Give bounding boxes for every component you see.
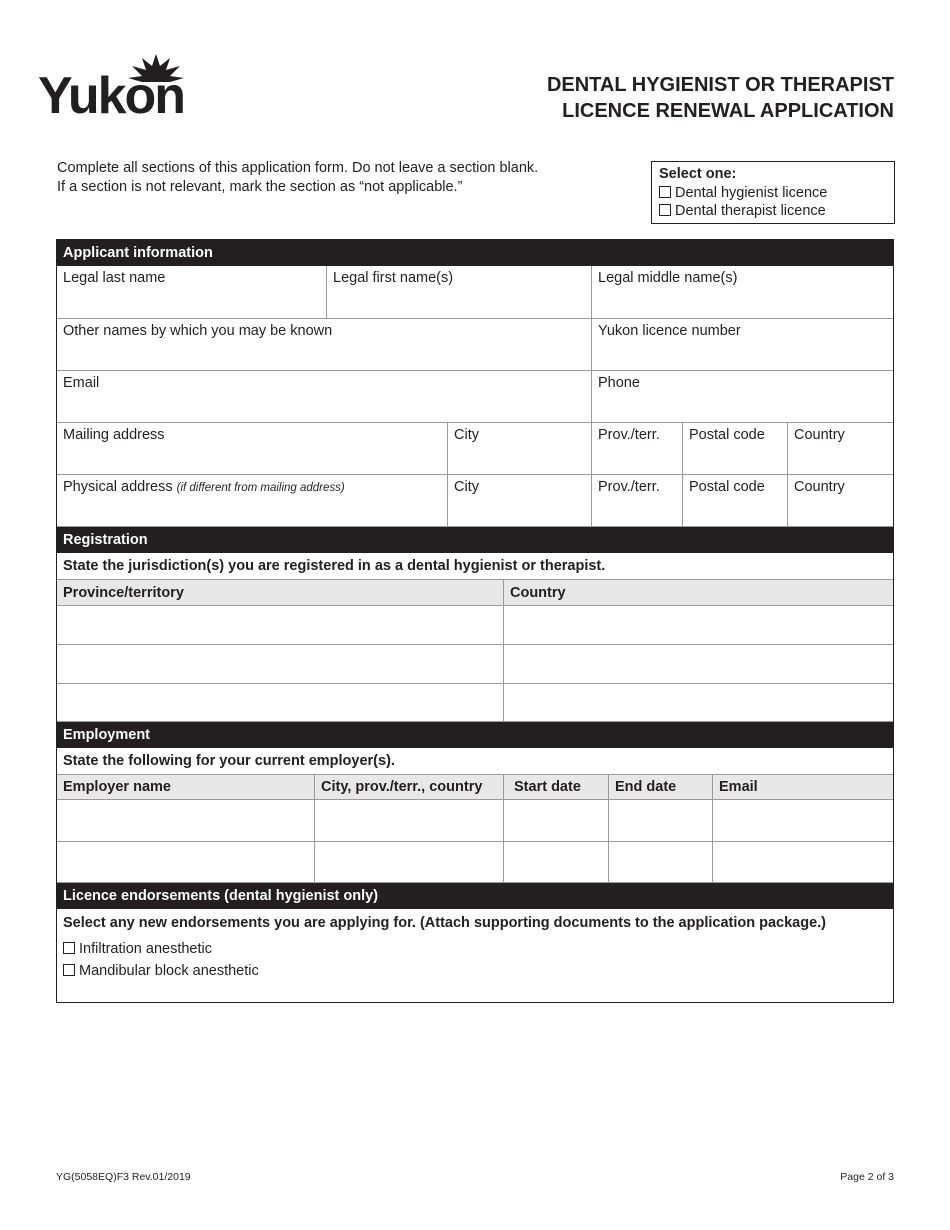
legal-first-names-field[interactable] <box>327 266 592 318</box>
registration-row <box>57 684 893 722</box>
physical-address-field[interactable] <box>57 475 448 526</box>
option-hygienist-label: Dental hygienist licence <box>675 184 828 201</box>
email-field[interactable] <box>57 371 592 422</box>
physical-city-label: City <box>454 479 479 495</box>
option-mandibular[interactable] <box>63 960 887 982</box>
other-names-label: Other names by which you may be known <box>63 323 333 339</box>
mailing-postal-field[interactable] <box>683 423 788 474</box>
therapist-checkbox[interactable] <box>659 204 671 216</box>
employment-header-row <box>57 775 893 800</box>
mailing-city-label: City <box>454 427 479 443</box>
mailing-city-field[interactable] <box>448 423 592 474</box>
option-hygienist[interactable] <box>659 184 887 203</box>
option-infiltration[interactable] <box>63 938 887 960</box>
physical-postal-label: Postal code <box>689 479 765 495</box>
start-date-cell[interactable] <box>504 800 609 841</box>
mailing-postal-label: Postal code <box>689 427 765 443</box>
legal-last-name-field[interactable] <box>57 266 327 318</box>
other-names-field[interactable] <box>57 319 592 370</box>
registration-row <box>57 645 893 684</box>
country-column-header: Country <box>510 585 566 601</box>
legal-first-names-label: Legal first name(s) <box>333 270 454 286</box>
employer-name-cell[interactable] <box>57 842 315 882</box>
registration-country-cell[interactable] <box>504 684 893 721</box>
mailing-prov-field[interactable] <box>592 423 683 474</box>
physical-address-note: (if different from mailing address) <box>176 482 345 494</box>
phone-field[interactable] <box>592 371 893 422</box>
employer-email-column-header: Email <box>719 779 758 795</box>
employer-location-column-header: City, prov./terr., country <box>315 775 504 799</box>
endorsements-body <box>57 909 893 1002</box>
section-employment-heading: Employment <box>57 722 893 748</box>
title-line-1: DENTAL HYGIENIST OR THERAPIST <box>546 74 894 96</box>
registration-row <box>57 606 893 645</box>
hygienist-checkbox[interactable] <box>659 186 671 198</box>
section-endorsements-heading: Licence endorsements (dental hygienist only) <box>57 883 893 909</box>
option-therapist-label: Dental therapist licence <box>675 203 826 219</box>
option-mandibular-label: Mandibular block anesthetic <box>79 963 259 979</box>
end-date-column-header: End date <box>609 775 713 799</box>
registration-country-cell[interactable] <box>504 645 893 683</box>
physical-prov-label: Prov./terr. <box>598 479 660 495</box>
email-label: Email <box>63 375 100 391</box>
licence-type-select <box>651 161 895 224</box>
start-date-cell[interactable] <box>504 842 609 882</box>
mailing-country-field[interactable] <box>788 423 893 474</box>
application-form <box>56 239 894 1003</box>
applicant-row-physical <box>57 475 893 527</box>
physical-address-label: Physical address <box>63 479 173 495</box>
mailing-prov-label: Prov./terr. <box>598 427 660 443</box>
employment-row <box>57 842 893 883</box>
applicant-row-mailing <box>57 423 893 475</box>
form-title <box>547 72 894 124</box>
page-number: Page 2 of 3 <box>840 1171 894 1183</box>
province-column-header: Province/territory <box>57 580 504 605</box>
legal-middle-names-label: Legal middle name(s) <box>598 270 738 286</box>
section-applicant-heading: Applicant information <box>57 240 893 266</box>
intro-line-2: If a section is not relevant, mark the section as “not applicable.” <box>57 179 463 195</box>
licence-number-label: Yukon licence number <box>598 323 741 339</box>
physical-prov-field[interactable] <box>592 475 683 526</box>
employer-name-column-header: Employer name <box>57 775 315 799</box>
employment-row <box>57 800 893 842</box>
end-date-cell[interactable] <box>609 800 713 841</box>
option-infiltration-label: Infiltration anesthetic <box>79 941 212 957</box>
intro-text <box>57 159 538 197</box>
employer-name-cell[interactable] <box>57 800 315 841</box>
physical-country-label: Country <box>794 479 845 495</box>
select-one-heading: Select one: <box>659 166 737 182</box>
option-therapist[interactable] <box>659 202 887 221</box>
endorsements-instruction: Select any new endorsements you are applying for. (Attach supporting documents to the application package.) <box>63 915 826 931</box>
mailing-country-label: Country <box>794 427 845 443</box>
logo-wordmark: Yukon <box>38 67 185 125</box>
title-line-2: LICENCE RENEWAL APPLICATION <box>562 100 894 122</box>
end-date-cell[interactable] <box>609 842 713 882</box>
applicant-row-other <box>57 319 893 371</box>
registration-header-row <box>57 580 893 606</box>
physical-city-field[interactable] <box>448 475 592 526</box>
legal-last-name-label: Legal last name <box>63 270 166 286</box>
registration-country-cell[interactable] <box>504 606 893 644</box>
yukon-logo <box>38 52 213 124</box>
applicant-row-contact <box>57 371 893 423</box>
employer-email-cell[interactable] <box>713 800 893 841</box>
phone-label: Phone <box>598 375 640 391</box>
section-registration-heading: Registration <box>57 527 893 553</box>
employer-email-cell[interactable] <box>713 842 893 882</box>
employment-instruction: State the following for your current employer(s). <box>57 748 893 775</box>
physical-country-field[interactable] <box>788 475 893 526</box>
legal-middle-names-field[interactable] <box>592 266 893 318</box>
employer-location-cell[interactable] <box>315 842 504 882</box>
mandibular-checkbox[interactable] <box>63 964 75 976</box>
form-code: YG(5058EQ)F3 Rev.01/2019 <box>56 1171 191 1183</box>
infiltration-checkbox[interactable] <box>63 942 75 954</box>
mailing-address-label: Mailing address <box>63 427 165 443</box>
mailing-address-field[interactable] <box>57 423 448 474</box>
intro-line-1: Complete all sections of this application form. Do not leave a section blank. <box>57 160 539 176</box>
registration-province-cell[interactable] <box>57 645 504 683</box>
physical-postal-field[interactable] <box>683 475 788 526</box>
registration-province-cell[interactable] <box>57 684 504 721</box>
employer-location-cell[interactable] <box>315 800 504 841</box>
applicant-row-names <box>57 266 893 319</box>
registration-province-cell[interactable] <box>57 606 504 644</box>
start-date-column-header: Start date <box>504 775 609 799</box>
licence-number-field[interactable] <box>592 319 893 370</box>
registration-instruction: State the jurisdiction(s) you are registered in as a dental hygienist or therapist. <box>57 553 893 580</box>
